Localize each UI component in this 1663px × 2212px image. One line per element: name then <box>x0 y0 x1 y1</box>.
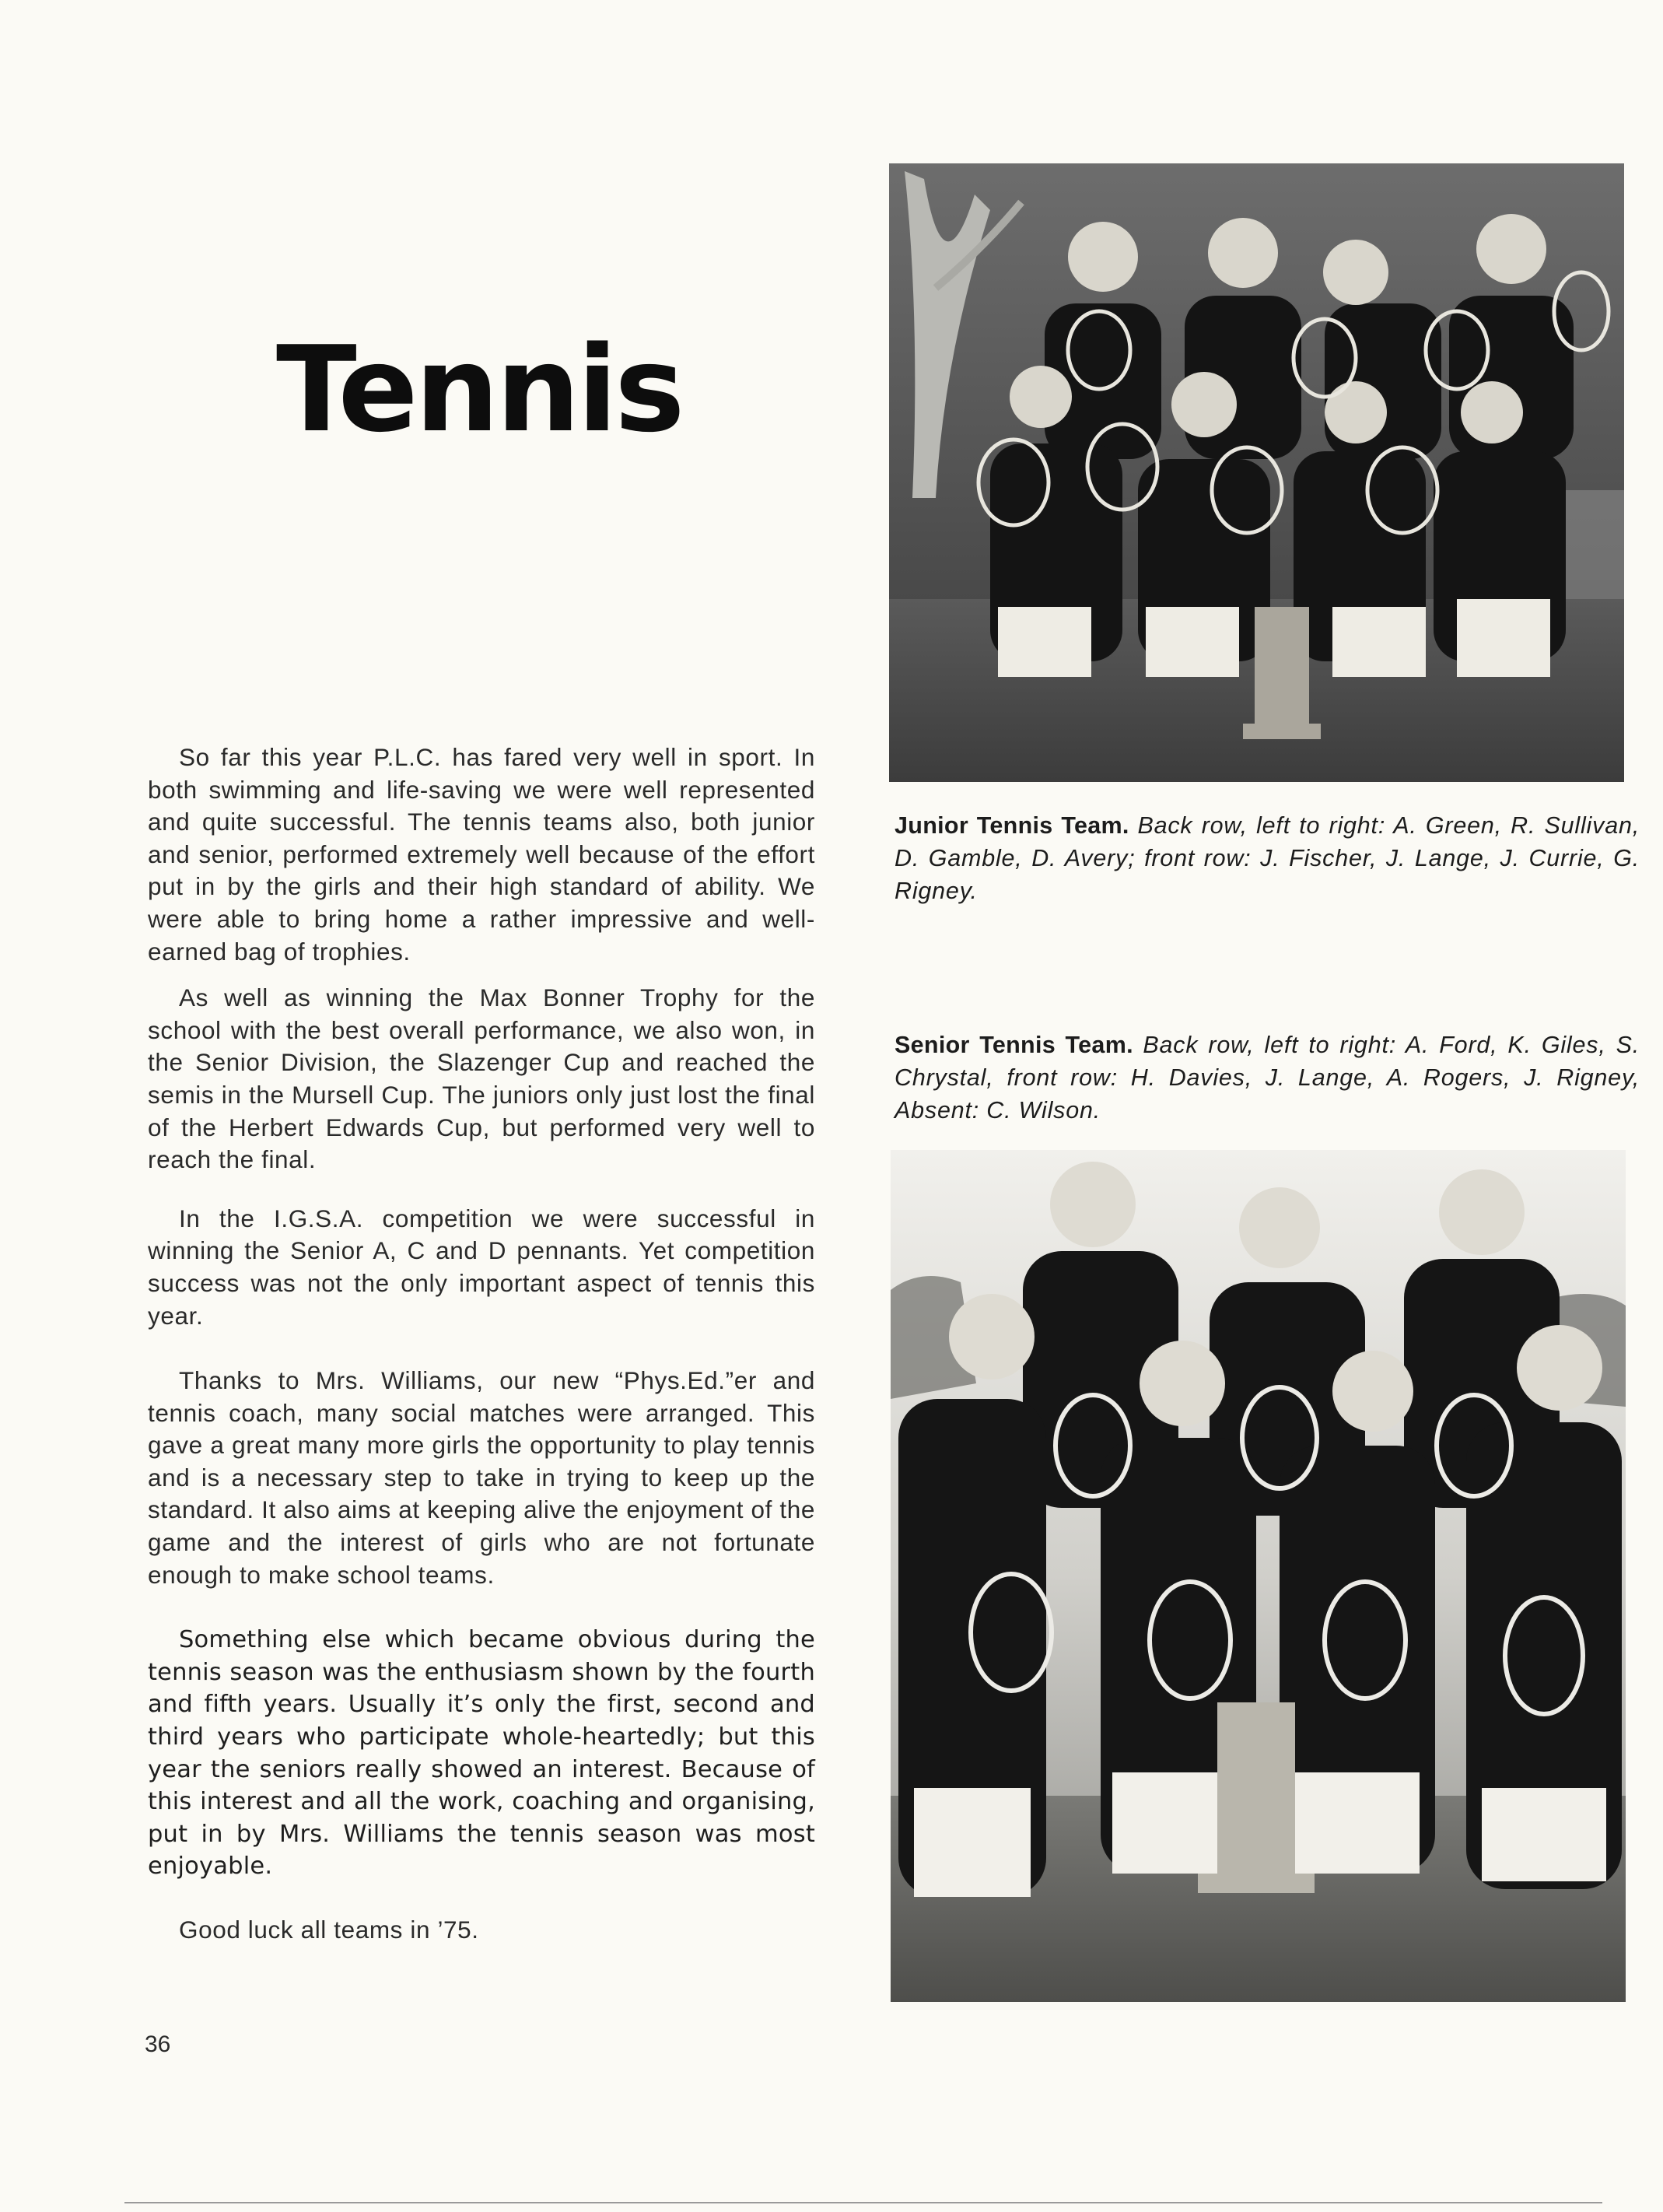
article-paragraph: In the I.G.S.A. competition we were successful in winning the Senior A, C and D pennants. Yet competition success was not the only important aspect of tennis this year. <box>148 1204 815 1330</box>
article-paragraph: Something else which became obvious during the tennis season was the enthusiasm shown by the fourth and fifth years. Usually it’s only the first, second and third years who participate whole-heartedly; but this year the seniors really showed an interest. Because of this interest and all the work, coaching and organising, put in by Mrs. Williams the tennis season was most enjoyable. <box>148 1626 815 1881</box>
page-bottom-rule <box>124 2202 1602 2203</box>
article-paragraph: Thanks to Mrs. Williams, our new “Phys.Ed.”er and tennis coach, many social matches were arranged. This gave a great many more girls the opportunity to play tennis and is a necessary step to take in trying to keep up the standard. It also aims at keeping alive the enjoyment of the game and the interest of girls who are not fortunate enough to make school teams. <box>148 1366 815 1589</box>
caption-heading: Senior Tennis Team. <box>895 1032 1143 1058</box>
senior-team-photo <box>891 1150 1626 2002</box>
page-number: 36 <box>145 2031 171 2057</box>
junior-team-caption <box>895 809 1640 907</box>
page-title: Tennis <box>276 321 682 458</box>
article-body <box>148 741 815 1961</box>
caption-text: Back row, left to right: A. Green, R. Sullivan, D. Gamble, D. Avery; front row: J. Fischer, J. Lange, J. Currie, G. Rigney. <box>895 812 1640 904</box>
caption-heading: Junior Tennis Team. <box>895 812 1138 839</box>
caption-text: Back row, left to right: A. Ford, K. Giles, S. Chrystal, front row: H. Davies, J. Lange, A. Rogers, J. Rigney, Absent: C. Wilson. <box>895 1032 1640 1124</box>
senior-team-caption <box>895 1029 1640 1127</box>
article-paragraph: As well as winning the Max Bonner Trophy for the school with the best overall performance, we also won, in the Senior Division, the Slazenger Cup and reached the semis in the Mursell Cup. The juniors only just lost the final of the Herbert Edwards Cup, but performed very well to reach the final. <box>148 983 815 1174</box>
junior-team-photo <box>889 163 1624 782</box>
article-paragraph: Good luck all teams in ’75. <box>179 1916 479 1944</box>
article-paragraph: So far this year P.L.C. has fared very well in sport. In both swimming and life-saving we were well represented and quite successful. The tennis teams also, both junior and senior, performed extremely well because of the effort put in by the girls and their high standard of ability. We were able to bring home a rather impressive and well-earned bag of trophies. <box>148 743 815 966</box>
